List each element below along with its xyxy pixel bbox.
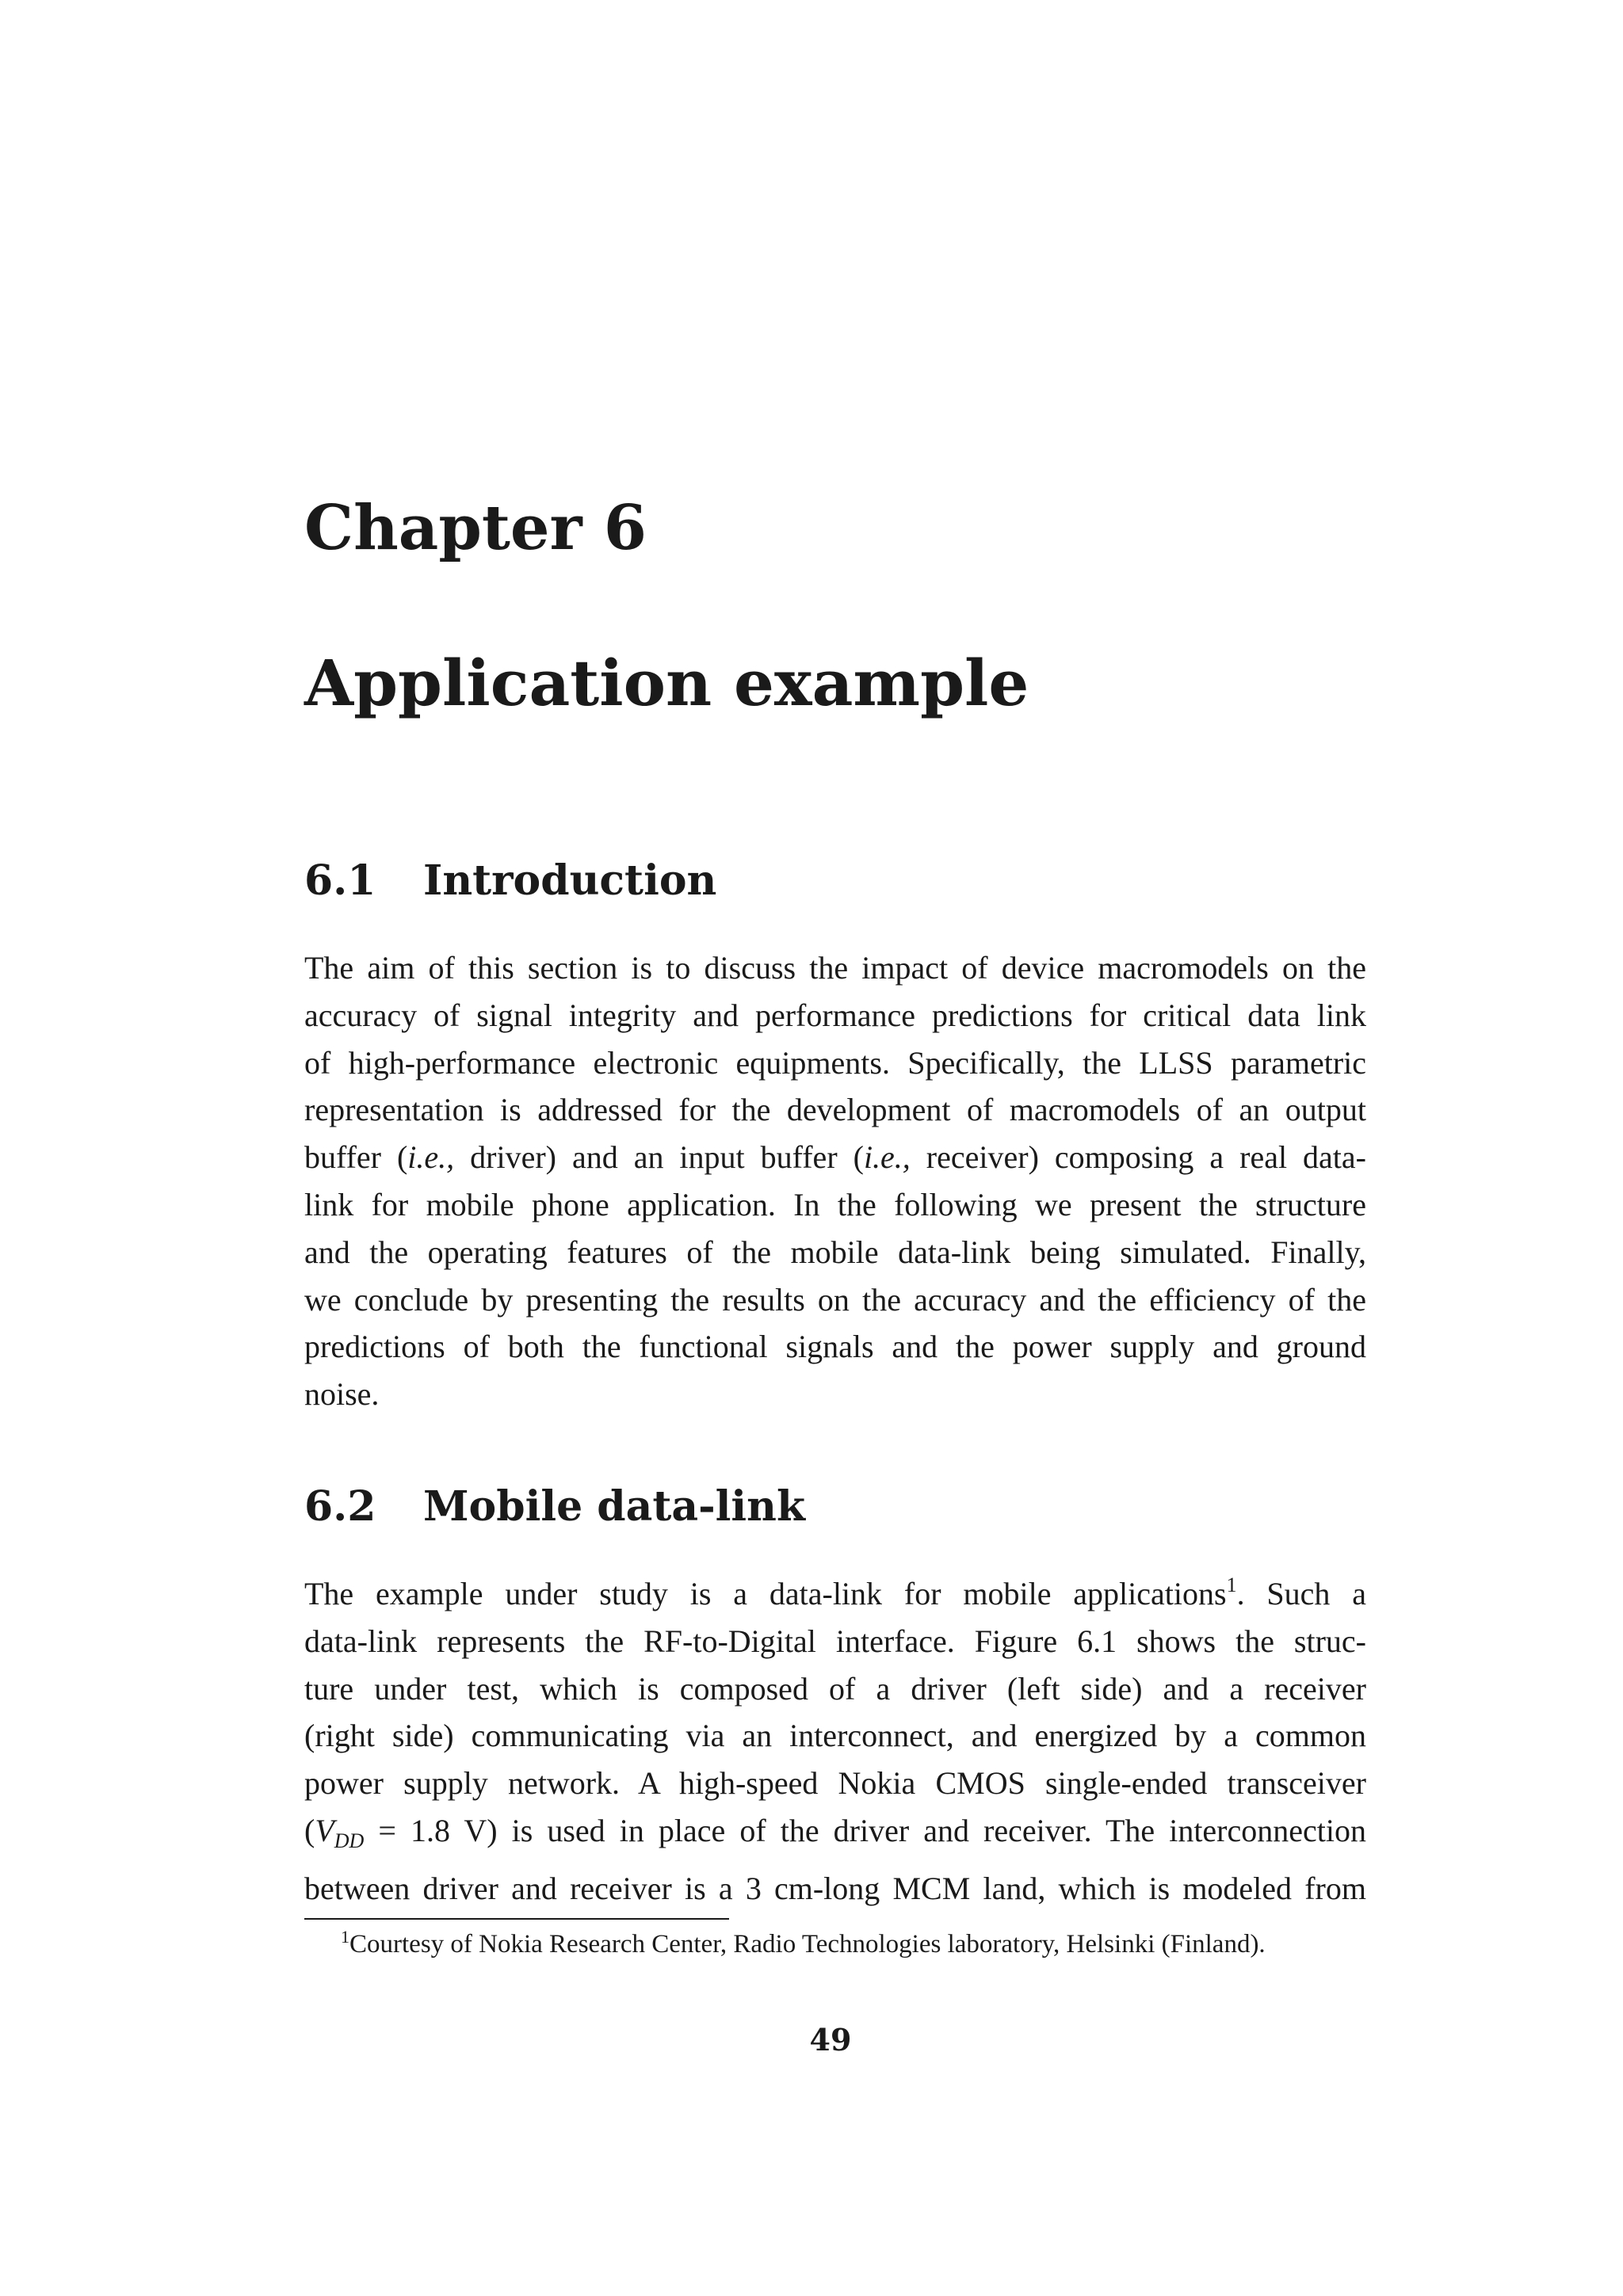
section-title: Mobile data-link: [423, 1482, 805, 1531]
paragraph-introduction: [304, 944, 1366, 1418]
text-line: link for mobile phone application. In the following we present the structure: [304, 1186, 1366, 1222]
chapter-title: Application example: [304, 646, 1029, 720]
paragraph-mobile-data-link: [304, 1570, 1366, 1913]
text-line-with-footnote-ref: [304, 1570, 1366, 1618]
chapter-label: Chapter 6: [304, 492, 647, 564]
formula-subscript: DD: [334, 1829, 365, 1852]
italic-ie: i.e.,: [407, 1139, 455, 1176]
text-line-with-formula: ($V_{DD} = 1.8$ V) is used in place of the driver and receiver. The interconnection: [304, 1812, 1366, 1852]
text-fragment: . Such a: [1236, 1576, 1367, 1611]
text-line: noise.: [304, 1376, 380, 1413]
text-line: ture under test, which is composed of a driver (left side) and a receiver: [304, 1670, 1366, 1707]
text-line: data-link represents the RF-to-Digital interface. Figure 6.1 shows the struc-: [304, 1623, 1366, 1659]
text-line: we conclude by presenting the results on the accuracy and the efficiency of the: [304, 1281, 1366, 1318]
text-line: The aim of this section is to discuss the impact of device macromodels on the: [304, 950, 1366, 986]
italic-ie: i.e.,: [863, 1139, 911, 1176]
text-fragment: The example under study is a data-link for mobile applications: [304, 1576, 1227, 1611]
formula-rest: = 1.8 V): [364, 1812, 498, 1848]
section-number: 6.1: [304, 856, 376, 905]
footnote: [341, 1927, 1266, 1962]
page-number: 49: [809, 2022, 852, 2058]
footnote-reference: 1: [1226, 1573, 1237, 1596]
text-line: between driver and receiver is a 3 cm-long MCM land, which is modeled from: [304, 1870, 1366, 1906]
text-line: (right side) communicating via an interconnect, and energized by a common: [304, 1718, 1366, 1754]
section-number: 6.2: [304, 1482, 376, 1531]
text-line: predictions of both the functional signals and the power supply and ground: [304, 1329, 1366, 1365]
footnote-text: Courtesy of Nokia Research Center, Radio Technologies laboratory, Helsinki (Finland).: [349, 1930, 1266, 1958]
text-line: accuracy of signal integrity and performance predictions for critical data link: [304, 997, 1366, 1033]
text-line: power supply network. A high-speed Nokia CMOS single-ended transceiver: [304, 1765, 1366, 1802]
footnote-rule: [304, 1918, 729, 1920]
text-line: representation is addressed for the development of macromodels of an output: [304, 1092, 1366, 1128]
footnote-mark: 1: [341, 1927, 349, 1947]
text-line-with-italics: buffer (i.e., driver) and an input buffer (i.e., receiver) composing a real data-: [304, 1139, 1366, 1176]
section-heading-introduction: [304, 856, 717, 905]
text-line: of high-performance electronic equipments. Specifically, the LLSS parametric: [304, 1044, 1366, 1081]
text-line: and the operating features of the mobile data-link being simulated. Finally,: [304, 1234, 1366, 1270]
section-title: Introduction: [423, 856, 717, 905]
section-heading-mobile-data-link: [304, 1482, 805, 1531]
text-fragment: is used in place of the driver and receiver. The interconnection: [511, 1812, 1366, 1848]
formula-variable: V: [315, 1812, 334, 1848]
